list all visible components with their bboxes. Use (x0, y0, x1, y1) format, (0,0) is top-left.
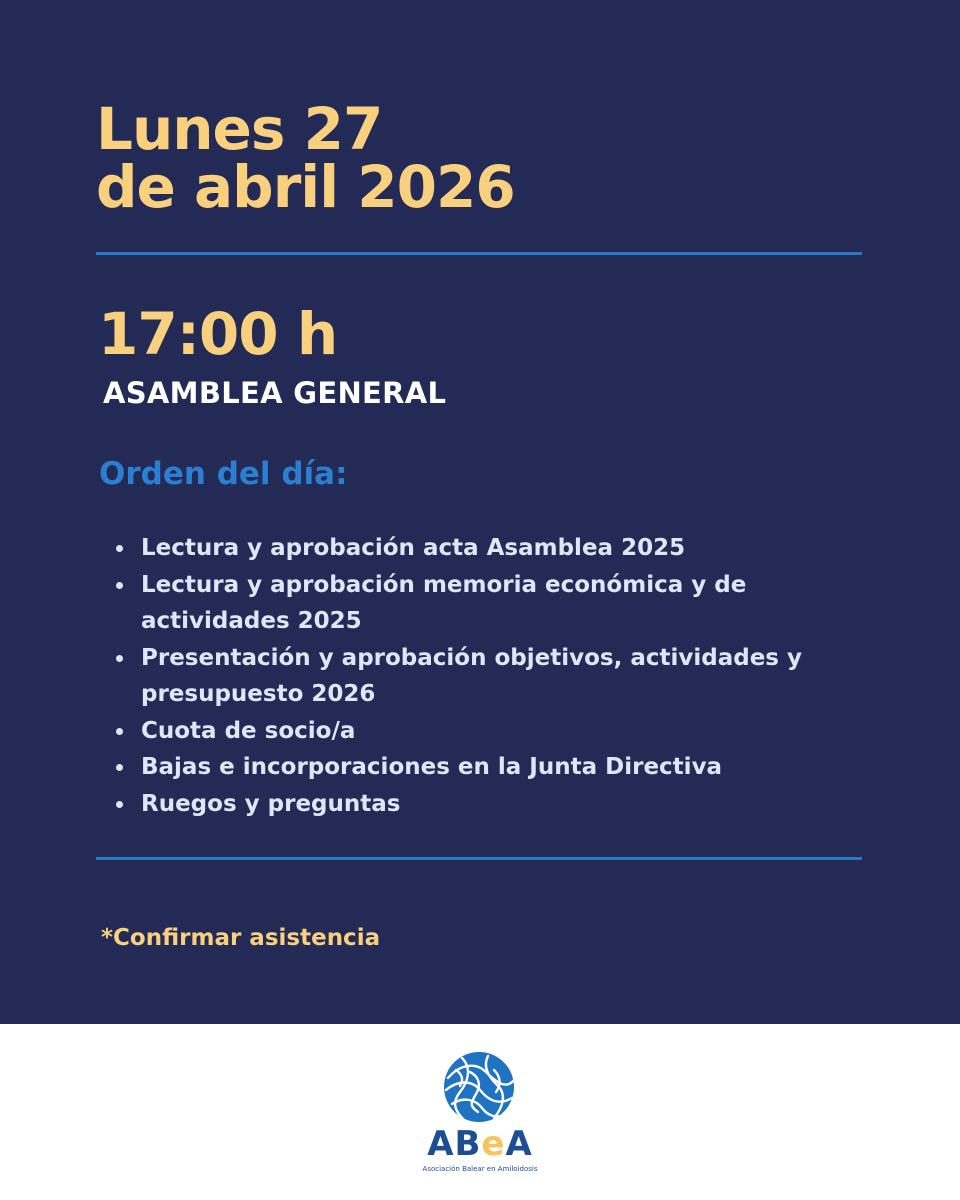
logo-letters-ab: AB (427, 1124, 482, 1164)
agenda-list (114, 530, 894, 822)
logo-wordmark (380, 1124, 580, 1164)
logo-letter-a: A (505, 1124, 533, 1164)
event-time: 17:00 h (98, 300, 338, 368)
agenda-item: Lectura y aprobación memoria económica y de actividades 2025 (114, 567, 894, 640)
confirm-attendance-note: *Confirmar asistencia (101, 925, 381, 951)
event-date (96, 95, 515, 221)
agenda-item: Bajas e incorporaciones en la Junta Directiva (114, 749, 894, 786)
logo-letter-e: e (481, 1124, 506, 1164)
event-date-line-2: de abril 2026 (96, 153, 515, 221)
logo-tagline: Asociación Balear en Amiloidosis (422, 1165, 538, 1173)
agenda-item: Lectura y aprobación acta Asamblea 2025 (114, 530, 894, 567)
bottom-divider (96, 857, 862, 860)
agenda-item: Cuota de socio/a (114, 713, 894, 750)
top-divider (96, 252, 862, 255)
event-title: ASAMBLEA GENERAL (103, 376, 447, 410)
agenda-item: Presentación y aprobación objetivos, actividades y presupuesto 2026 (114, 640, 894, 713)
agenda-heading: Orden del día: (99, 456, 348, 492)
event-date-line-1: Lunes 27 (96, 95, 383, 163)
abea-logo (380, 1046, 580, 1186)
agenda-item: Ruegos y preguntas (114, 786, 894, 823)
globe-swirl-icon (442, 1050, 516, 1124)
